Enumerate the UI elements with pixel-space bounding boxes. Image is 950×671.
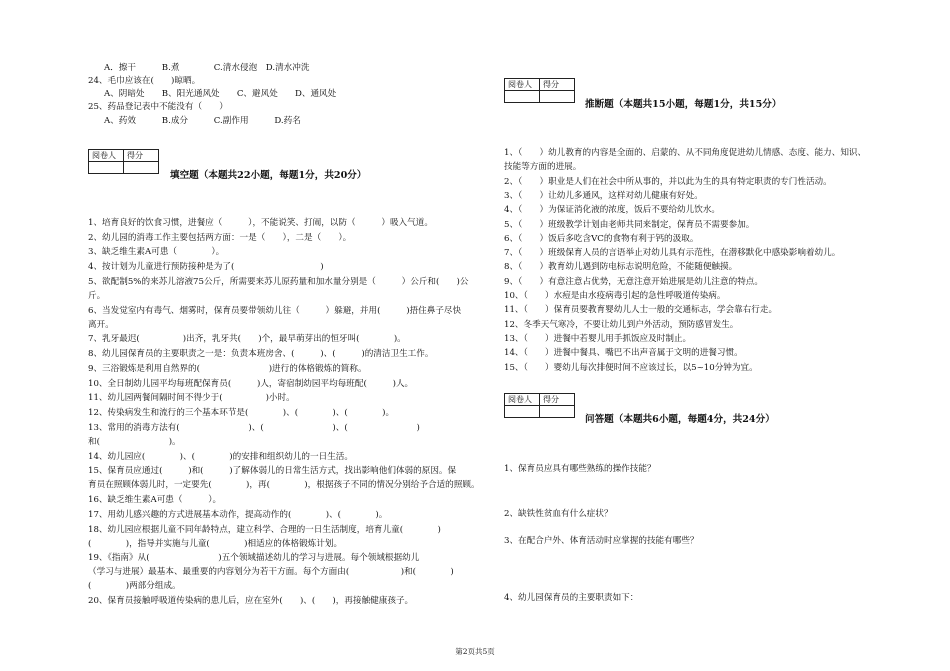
fill-item-line: ( )，指导并实施与儿童( )相适应的体格锻炼计划。 [88, 538, 343, 549]
section-title-judge: 推断题（本题共15小题，每题1分，共15分） [585, 99, 782, 110]
q23-options: A．擦干 B.煮 C.清水侵泡 D.清水冲洗 [104, 63, 310, 73]
score-label: 得分 [124, 150, 159, 162]
qa-item-line: 4、幼儿园保育员的主要职责如下： [504, 593, 639, 603]
fill-item-line: 12、传染病发生和流行的三个基本环节是( )、( )、( )。 [88, 408, 395, 419]
q25: 25、药品登记表中不能没有（ ） [88, 102, 228, 112]
grader-label: 阅卷人 [505, 394, 540, 406]
fill-item-line: 3、缺乏维生素A可患（ ）。 [88, 247, 225, 258]
fill-item-line: 18、幼儿园应根据儿童不同年龄特点，建立科学、合理的一日生活制度，培育儿童( ) [88, 524, 441, 535]
judge-item-line: 4、（ ）为保证消化液的浓度，饭后不要给幼儿饮水。 [504, 205, 721, 216]
judge-item-line: 10、（ ）水痘是由水疫病毒引起的急性呼吸道传染病。 [504, 291, 726, 301]
judge-item-line: 3、（ ）让幼儿多通风，这样对幼儿健康有好处。 [504, 190, 703, 201]
fill-item-line: 5、欲配制5%的来苏儿溶液75公斤，所需要来苏儿原药量和加水量分别是（ ）公斤和( )公 [88, 276, 469, 287]
qa-item-line: 2、缺铁性贫血有什么症状？ [504, 509, 613, 519]
score-box-qa [504, 393, 575, 418]
section-title-qa: 问答题（本题共6小题，每题4分，共24分） [585, 414, 775, 425]
fill-item-line: 和( )。 [88, 436, 181, 447]
fill-item-line: 16、缺乏维生素A可患（ ）。 [88, 495, 222, 506]
judge-item-line: 技能等方面的进展。 [504, 162, 582, 173]
fill-item-line: 6、当发觉室内有毒气、烟雾时，保育员要带领幼儿往（ ）躲避，并用( )捂住鼻子尽快 [88, 305, 462, 316]
judge-item-line: 1、（ ）幼儿教育的内容是全面的、启蒙的、从不同角度促进幼儿情感、态度、能力、知识、 [504, 148, 867, 158]
fill-item-line: 20、保育员接触呼吸道传染病的患儿后，应在室外( )、( )，再接触健康孩子。 [88, 596, 414, 606]
judge-item-line: 15、（ ）婴幼儿每次排便时间不应该过长，以5~10分钟为宜。 [504, 362, 758, 373]
fill-item-line: 8、幼儿园保育员的主要职责之一是：负责本班房舍、( )、( )的清洁卫生工作。 [88, 349, 434, 360]
judge-item-line: 6、（ ）饭后多吃含VC的食物有利于钙的汲取。 [504, 233, 699, 244]
judge-item-line: 14、（ ）进餐中餐具、嘴巴不出声音属于文明的进餐习惯。 [504, 348, 743, 359]
judge-item-line: 2、（ ）职业是人们在社会中所从事的，并以此为生的具有特定职责的专门性活动。 [504, 176, 832, 187]
fill-item-line: 9、三浴锻炼是利用自然界的( )进行的体格锻炼的简称。 [88, 363, 367, 374]
grader-label: 阅卷人 [89, 150, 124, 162]
fill-item-line: （学习与进展）最基本、最重要的内容划分为若干方面。每个方面由( )和( ) [88, 567, 454, 578]
fill-item-line: 11、幼儿园两餐间隔时间不得少于( )小时。 [88, 393, 295, 404]
score-label: 得分 [540, 79, 575, 91]
section-title-fill: 填空题（本题共22小题，每题1分，共20分） [170, 170, 367, 181]
judge-item-line: 13、（ ）进餐中若婴儿用手抓饭应及时制止。 [504, 333, 692, 344]
judge-item-line: 12、冬季天气寒冷，不要让幼儿到户外活动，预防感冒发生。 [504, 319, 739, 330]
fill-item-line: 19、《指南》从( )五个领域描述幼儿的学习与进展。每个领域根据幼儿 [88, 553, 420, 564]
q24: 24、毛巾应该在( )晾晒。 [88, 76, 201, 86]
judge-item-line: 11、（ ）保育员要教育婴幼儿人士一般的交通标志，学会靠右行走。 [504, 305, 778, 316]
fill-item-line: 2、幼儿园的消毒工作主要包括两方面：一是（ ），二是（ ）。 [88, 232, 352, 243]
judge-item-line: 8、（ ）教育幼儿遇到防电标志说明危险，不能随便触摸。 [504, 262, 738, 273]
score-label: 得分 [540, 394, 575, 406]
judge-item-line: 9、（ ）有意注意占优势，无意注意开始进展是幼儿注意的特点。 [504, 276, 763, 287]
qa-item-line: 3、在配合户外、体育活动时应掌握的技能有哪些？ [504, 536, 699, 546]
qa-item-line: 1、保育员应具有哪些熟练的操作技能？ [504, 464, 656, 474]
fill-item-line: 育员在照顾体弱儿时，一定要先( )，再( )，根据孩子不同的情况分别给予合适的照顾。 [88, 480, 480, 491]
fill-item-line: 离开。 [88, 319, 114, 330]
judge-item-line: 7、（ ）班级保育人员的言语举止对幼儿具有示范性，在潜移默化中感染影响着幼儿。 [504, 248, 841, 259]
fill-item-line: 4、按计划为儿童进行预防接种是为了( ) [88, 262, 324, 273]
fill-item-line: 7、乳牙最迟( )出齐，乳牙共( )个，最早萌芽出的恒牙叫( )。 [88, 334, 406, 345]
fill-item-line: 17、用幼儿感兴趣的方式进展基本动作，提高动作的( )、( )。 [88, 509, 388, 520]
q24-options: A、阴暗处 B、阳光通风处 C、避风处 D、通风处 [104, 89, 337, 99]
fill-item-line: 13、常用的消毒方法有( )、( )、( ) [88, 422, 420, 433]
grader-label: 阅卷人 [505, 79, 540, 91]
fill-item-line: 10、全日制幼儿园平均每班配保育员( )人，寄宿制幼园平均每班配( )人。 [88, 378, 414, 389]
judge-item-line: 5、（ ）班级教学计划由老师共同来制定，保育员不需要参加。 [504, 219, 755, 230]
score-box-judge [504, 78, 575, 103]
q25-options: A、药效 B.成分 C.副作用 D.药名 [104, 116, 301, 126]
fill-item-line: 14、幼儿园应( )、( )的安排和组织幼儿的一日生活。 [88, 451, 353, 462]
fill-item-line: ( )两部分组成。 [88, 581, 181, 592]
score-box [88, 149, 159, 174]
fill-item-line: 15、保育员应通过( )和( )了解体弱儿的日常生活方式，找出影响他们体弱的原因。保 [88, 466, 457, 477]
page-footer: 第2页共5页 [455, 647, 495, 656]
fill-item-line: 1、培育良好的饮食习惯，进餐应（ ），不能说笑、打闹，以防（ ）吸入气道。 [88, 218, 433, 228]
fill-item-line: 斤。 [88, 290, 106, 301]
